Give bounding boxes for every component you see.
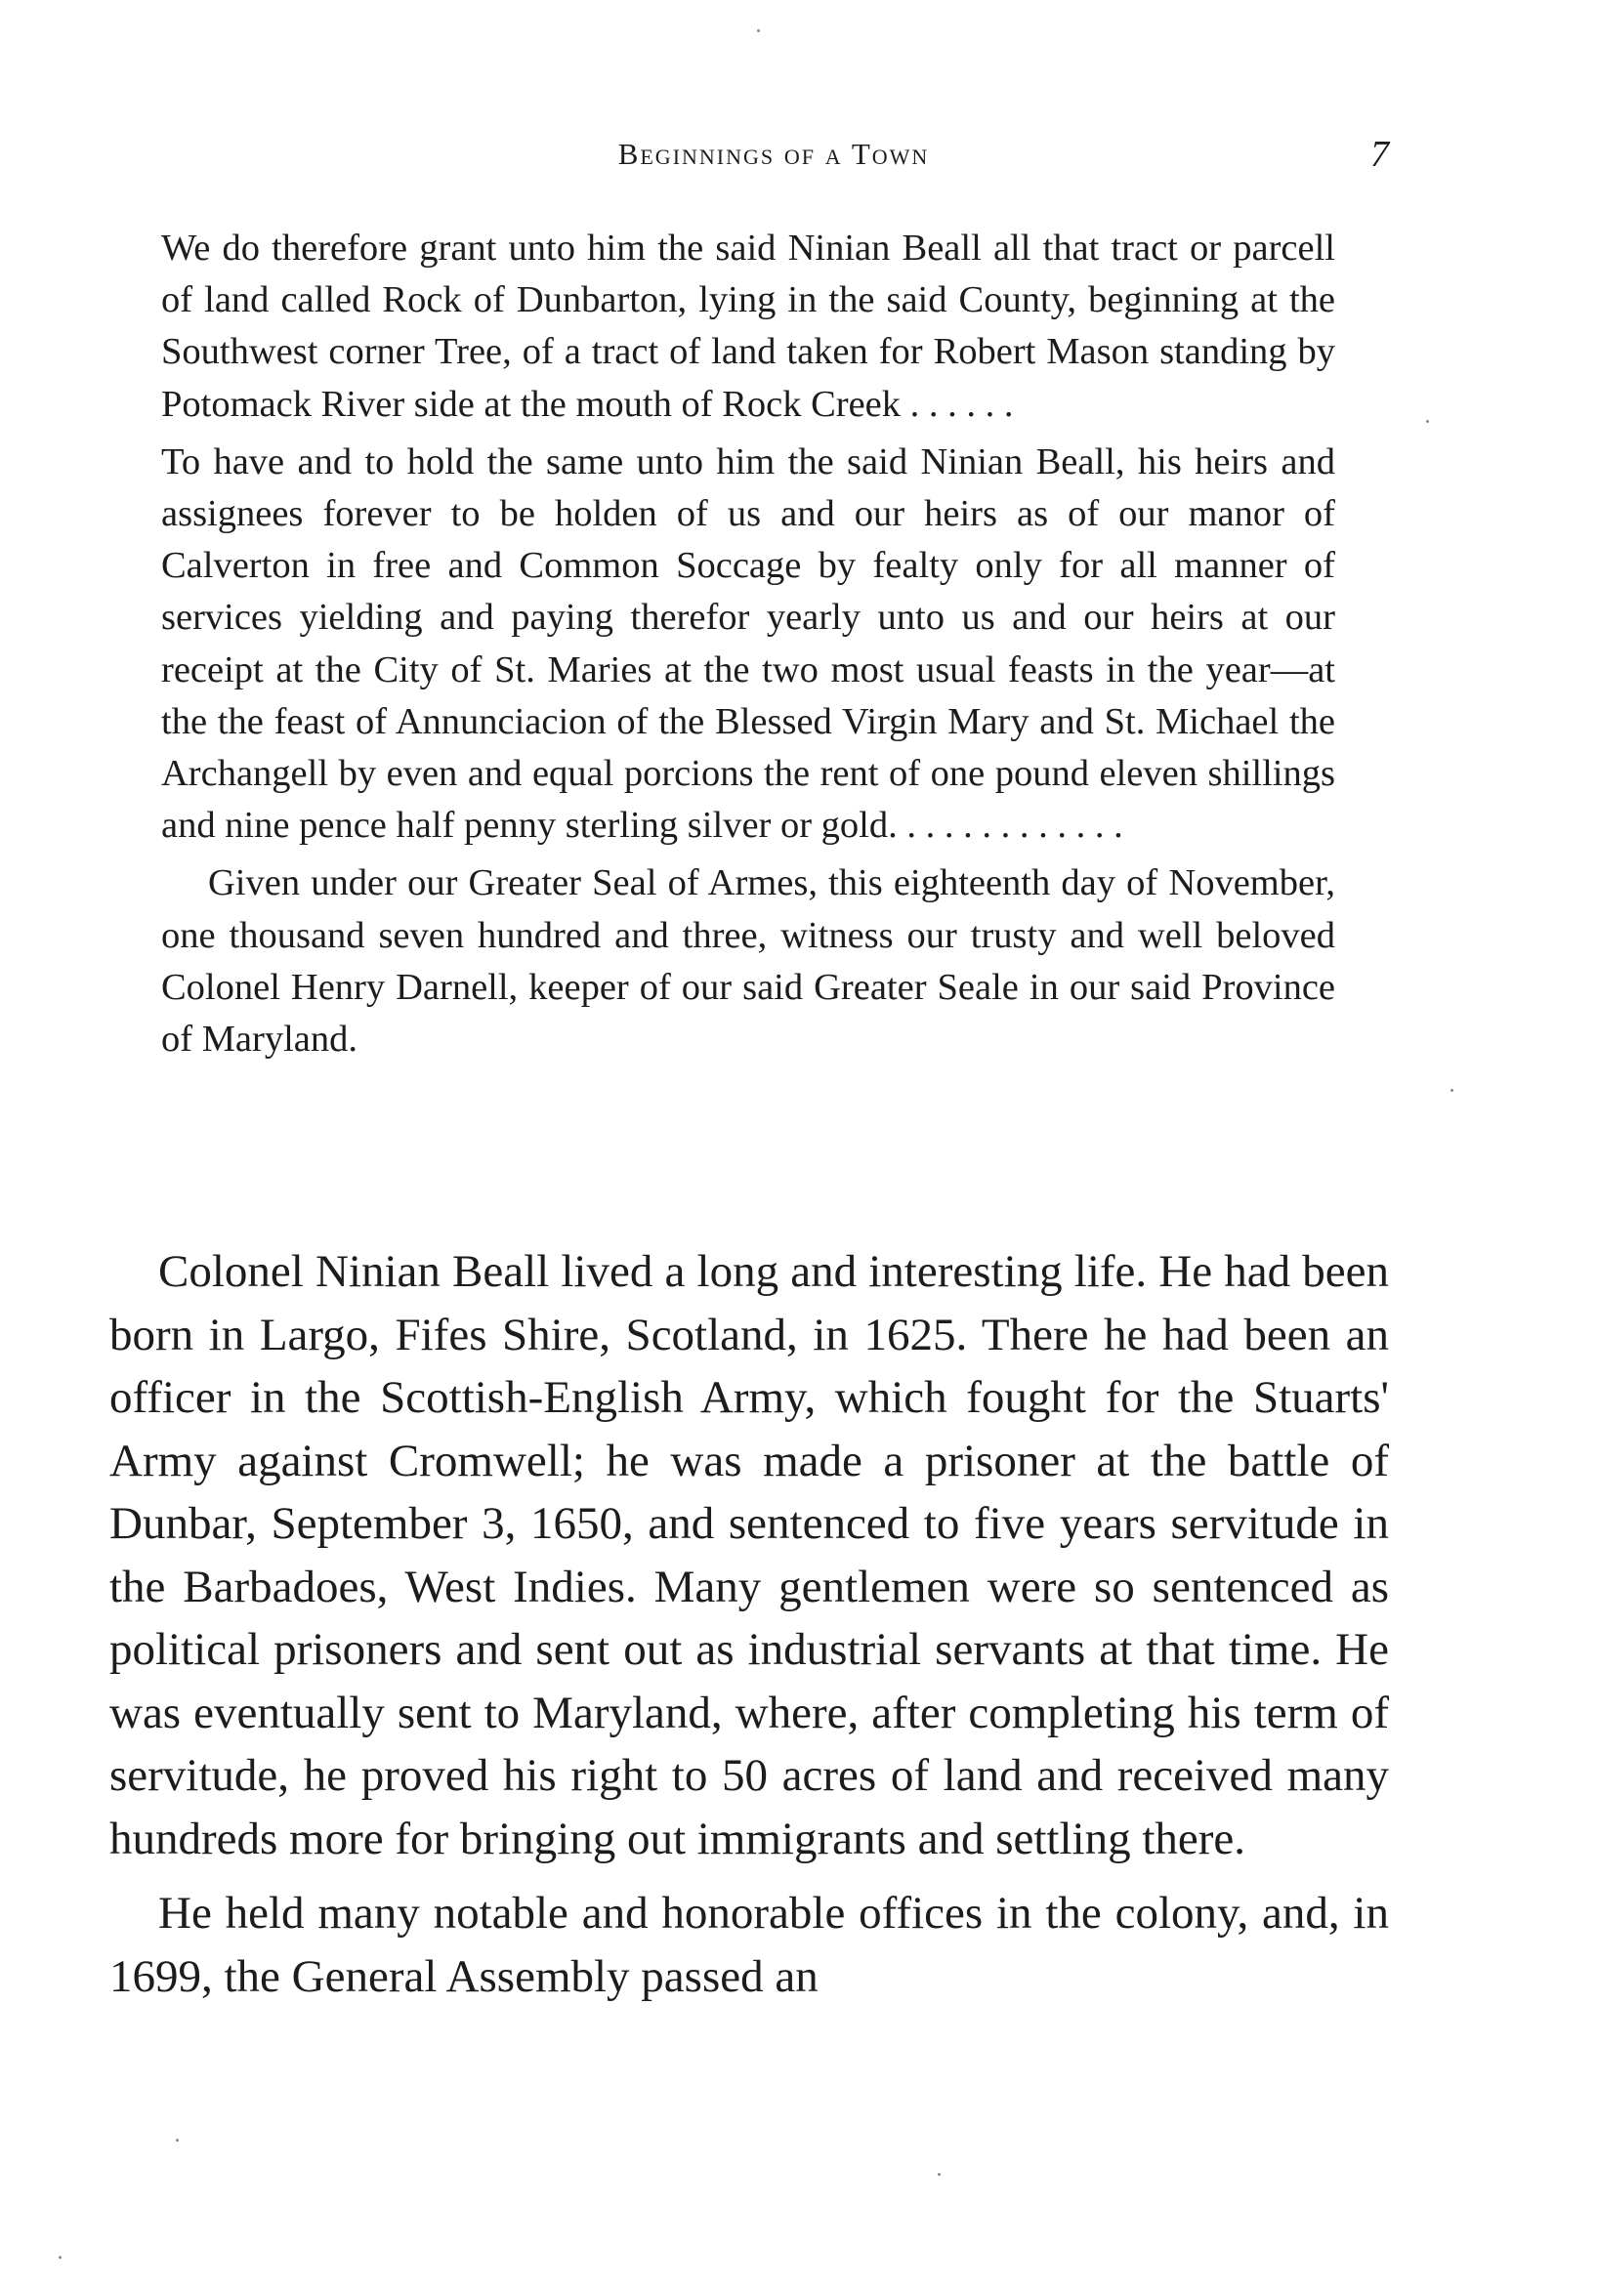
running-title: Beginnings of a Town [617,137,930,171]
page-header [158,134,1389,186]
paper-speck [938,2173,941,2176]
quoted-land-grant [161,223,1335,1065]
quote-paragraph: We do therefore grant unto him the said Ninian Beall all that tract or parcell of land called Rock of Dunbarton, lying in the said County, beginning at the Southwest corner Tree, of a tract of land taken for Robert Mason standing by Potomack River side at the mouth of Rock Creek . . . . . . [161,228,1335,425]
paper-speck [176,2139,179,2142]
body-paragraph: Colonel Ninian Beall lived a long and interesting life. He had been born in Largo, Fifes Shire, Scotland, in 1625. There he had been an officer in the Scottish-English Army, which fought for the Stuarts' Army against Cromwell; he was made a prisoner at the battle of Dunbar, September 3, 1650, and sentenced to five years servitude in the Barbadoes, West Indies. Many gentlemen were so sentenced as political prisoners and sent out as industrial servants at that time. He was eventually sent to Maryland, where, after completing his term of servitude, he proved his right to 50 acres of land and received many hundreds more for bringing out immigrants and settling there. [109,1246,1389,1864]
paper-speck [757,29,760,32]
body-text [109,1240,1389,2008]
paper-speck [59,2256,62,2259]
body-paragraph: He held many notable and honorable offices in the colony, and, in 1699, the General Assembly passed an [109,1888,1389,2002]
quote-paragraph: Given under our Greater Seal of Armes, this eighteenth day of November, one thousand seven hundred and three, witness our trusty and well beloved Colonel Henry Darnell, keeper of our said Greater Seale in our said Province of Maryland. [161,862,1335,1061]
quote-paragraph: To have and to hold the same unto him the said Ninian Beall, his heirs and assignees forever to be holden of us and our heirs as of our manor of Calverton in free and Common Soccage by fealty only for all manner of services yielding and paying therefor yearly unto us and our heirs at our receipt at the City of St. Maries at the two most usual feasts in the year—at the the feast of Annunciacion of the Blessed Virgin Mary and St. Michael the Archangell by even and equal porcions the rent of one pound eleven shillings and nine pence half penny sterling silver or gold. . . . . . . . . . . . . [161,440,1335,847]
paper-speck [1426,420,1429,423]
page-number: 7 [1370,134,1389,175]
paper-speck [1450,1089,1453,1092]
